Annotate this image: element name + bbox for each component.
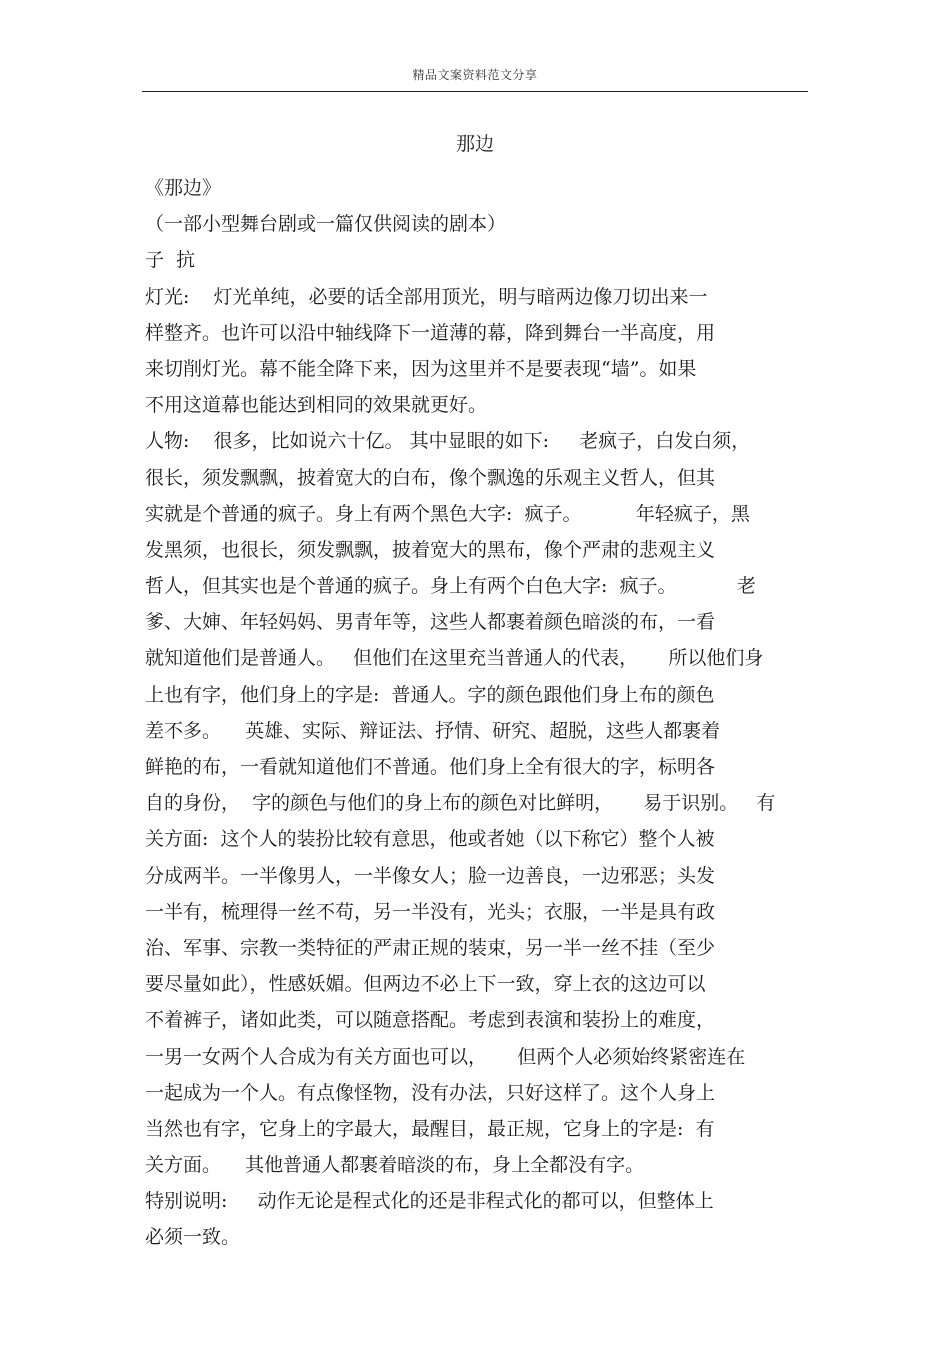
text-line: 来切削灯光。幕不能全降下来，因为这里并不是要表现“墙”。如果 (145, 357, 697, 380)
page-header: 精品文案资料范文分享 (412, 68, 538, 82)
text-line: 《那边》 (145, 177, 222, 199)
text-line: 关方面: 这个人的装扮比较有意思，他或者她（以下称它）整个人被 (145, 828, 715, 851)
text-line: 灯光: 灯光单纯，必要的话全部用顶光，明与暗两边像刀切出来一 (145, 285, 708, 308)
text-line: 特别说明: 动作无论是程式化的还是非程式化的都可以，但整体上 (145, 1190, 714, 1213)
text-line: 鲜艳的布，一看就知道他们不普通。他们身上全有很大的字，标明各 (145, 756, 716, 778)
text-line: 发黑须，也很长，须发飘飘，披着宽大的黑布，像个严肃的悲观主义 (145, 538, 716, 561)
text-line: 哲人，但其实也是个普通的疯子。身上有两个白色大字: 疯子。 老 (145, 575, 756, 598)
text-line: 当然也有字，它身上的字最大，最醒目，最正规，它身上的字是: 有 (145, 1117, 715, 1140)
document-title: 那边 (455, 133, 494, 155)
header-divider (142, 91, 808, 92)
text-line: 自的身份， 字的颜色与他们的身上布的颜色对比鲜明， 易于识别。 有 (145, 792, 776, 815)
text-line: 不用这道幕也能达到相同的效果就更好。 (145, 394, 488, 417)
text-line: 很长，须发飘飘，披着宽大的白布，像个飘逸的乐观主义哲人，但其 (145, 466, 716, 489)
text-line: 关方面。 其他普通人都裹着暗淡的布，身上全都没有字。 (145, 1154, 645, 1177)
text-line: 一男一女两个人合成为有关方面也可以， 但两个人必须始终紧密连在 (145, 1045, 746, 1068)
text-line: （一部小型舞台剧或一篇仅供阅读的剧本） (145, 213, 507, 236)
text-line: 要尽量如此），性感妖媚。但两边不必上下一致，穿上衣的这边可以 (145, 973, 706, 996)
text-line: 差不多。 英雄、实际、辩证法、抒情、研究、超脱，这些人都裹着 (145, 719, 721, 742)
text-line: 上也有字，他们身上的字是: 普通人。字的颜色跟他们身上布的颜色 (145, 683, 715, 706)
text-line: 治、军事、宗教一类特征的严肃正规的装束，另一半一丝不挂（至少 (145, 936, 716, 959)
text-line: 必须一致。 (145, 1226, 241, 1249)
text-line: 分成两半。一半像男人，一半像女人；脸一边善良，一边邪恶；头发 (145, 864, 716, 887)
document-body (145, 170, 775, 1256)
text-line: 爹、大婶、年轻妈妈、男青年等，这些人都裹着颜色暗淡的布，一看 (145, 611, 716, 634)
text-line: 不着裤子，诸如此类，可以随意搭配。考虑到表演和装扮上的难度， (145, 1009, 716, 1032)
text-line: 人物: 很多，比如说六十亿。 其中显眼的如下: 老疯子，白发白须， (145, 430, 751, 453)
text-line: 子 抗 (145, 249, 196, 272)
text-line: 一半有，梳理得一丝不苟，另一半没有，光头；衣服，一半是具有政 (145, 900, 716, 923)
text-line: 实就是个普通的疯子。身上有两个黑色大字: 疯子。 年轻疯子，黑 (145, 502, 750, 525)
text-line: 就知道他们是普通人。 但他们在这里充当普通人的代表， 所以他们身 (145, 647, 764, 670)
text-line: 样整齐。也许可以沿中轴线降下一道薄的幕，降到舞台一半高度，用 (145, 321, 716, 344)
text-line: 一起成为一个人。有点像怪物，没有办法，只好这样了。这个人身上 (145, 1081, 716, 1104)
